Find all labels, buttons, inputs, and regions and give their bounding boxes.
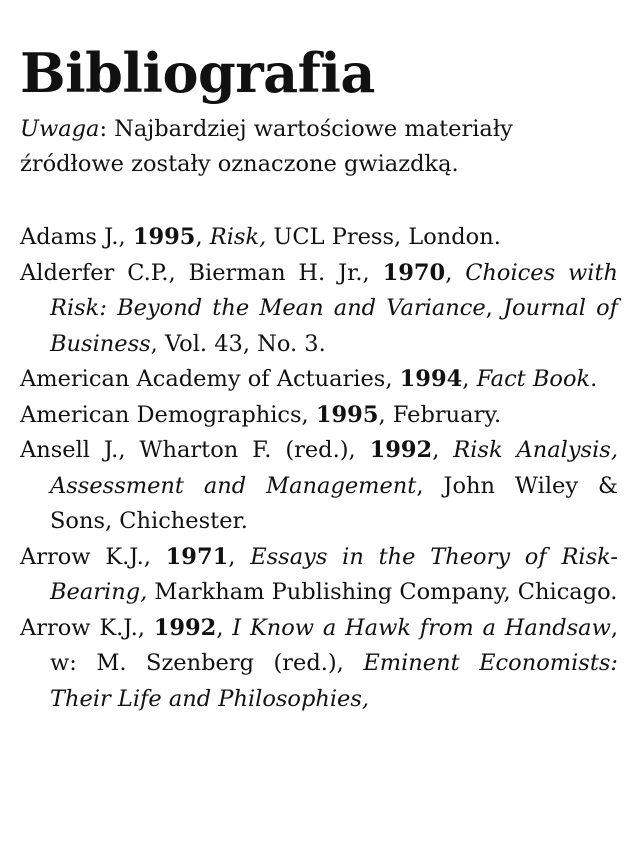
bibliography-entry — [20, 362, 618, 398]
entry-rest: Markham Publishing Company, Chicago. — [147, 579, 618, 605]
entry-title: Choices with Risk: Beyond the Mean and Variance — [50, 259, 618, 321]
entry-year: 1994 — [399, 366, 463, 392]
note-paragraph — [20, 112, 618, 182]
page-title: Bibliografia — [20, 41, 375, 105]
entry-separator: , — [216, 614, 233, 641]
bibliography-entry — [20, 611, 618, 718]
entry-authors: Ansell J., Wharton F. (red.), — [20, 437, 370, 463]
entry-title: Fact Book — [476, 366, 591, 392]
entry-title: Risk, — [209, 224, 267, 250]
entry-book-title: Eminent Economists: Their Life and Philosophies, — [50, 650, 618, 712]
entry-separator: , — [195, 224, 210, 250]
entry-title: Essays in the Theory of Risk-Bearing, — [50, 543, 618, 605]
entry-title: I Know a Hawk from a Handsaw — [232, 614, 611, 641]
entry-separator: , — [432, 437, 454, 463]
entry-year: 1971 — [165, 543, 229, 570]
entry-authors: American Academy of Actuaries, — [20, 366, 400, 392]
entry-year: 1995 — [315, 401, 379, 428]
entry-separator: , — [445, 259, 466, 286]
entry-authors: Adams J., — [20, 224, 133, 250]
note-lead: Uwaga — [20, 116, 100, 142]
entry-authors: Arrow K.J., — [20, 543, 166, 570]
entry-authors: Arrow K.J., — [20, 614, 154, 641]
entry-title: Risk Analysis, Assessment and Management — [50, 437, 618, 499]
entry-year: 1992 — [369, 437, 433, 463]
entry-separator: , — [462, 366, 477, 392]
bibliography-entry — [20, 256, 618, 363]
bibliography-entry — [20, 398, 618, 434]
document-page — [20, 36, 618, 717]
section-spacer — [20, 182, 618, 220]
entry-authors: American Demographics, — [20, 401, 316, 428]
entry-separator: , w: M. Szenberg (red.), — [50, 614, 619, 676]
bibliography-list — [20, 220, 618, 717]
entry-rest: , February. — [378, 401, 502, 428]
entry-rest: , Vol. 43, No. 3. — [150, 330, 326, 357]
bibliography-entry — [20, 433, 618, 540]
entry-journal: Journal of Business — [50, 295, 618, 357]
entry-rest: UCL Press, London. — [266, 224, 501, 250]
entry-separator: , — [228, 543, 251, 570]
bibliography-entry — [20, 540, 618, 611]
entry-year: 1995 — [132, 224, 196, 250]
entry-rest: . — [590, 366, 598, 392]
note-text: : Najbardziej wartościowe materiały źródłowe zostały oznaczone gwiazdką. — [20, 116, 513, 177]
entry-year: 1992 — [153, 614, 217, 641]
entry-authors: Alderfer C.P., Bierman H. Jr., — [20, 259, 383, 286]
entry-rest: , John Wiley & Sons, Chichester. — [50, 472, 618, 534]
entry-year: 1970 — [382, 259, 446, 286]
entry-separator: , — [485, 295, 504, 321]
bibliography-entry — [20, 220, 618, 256]
